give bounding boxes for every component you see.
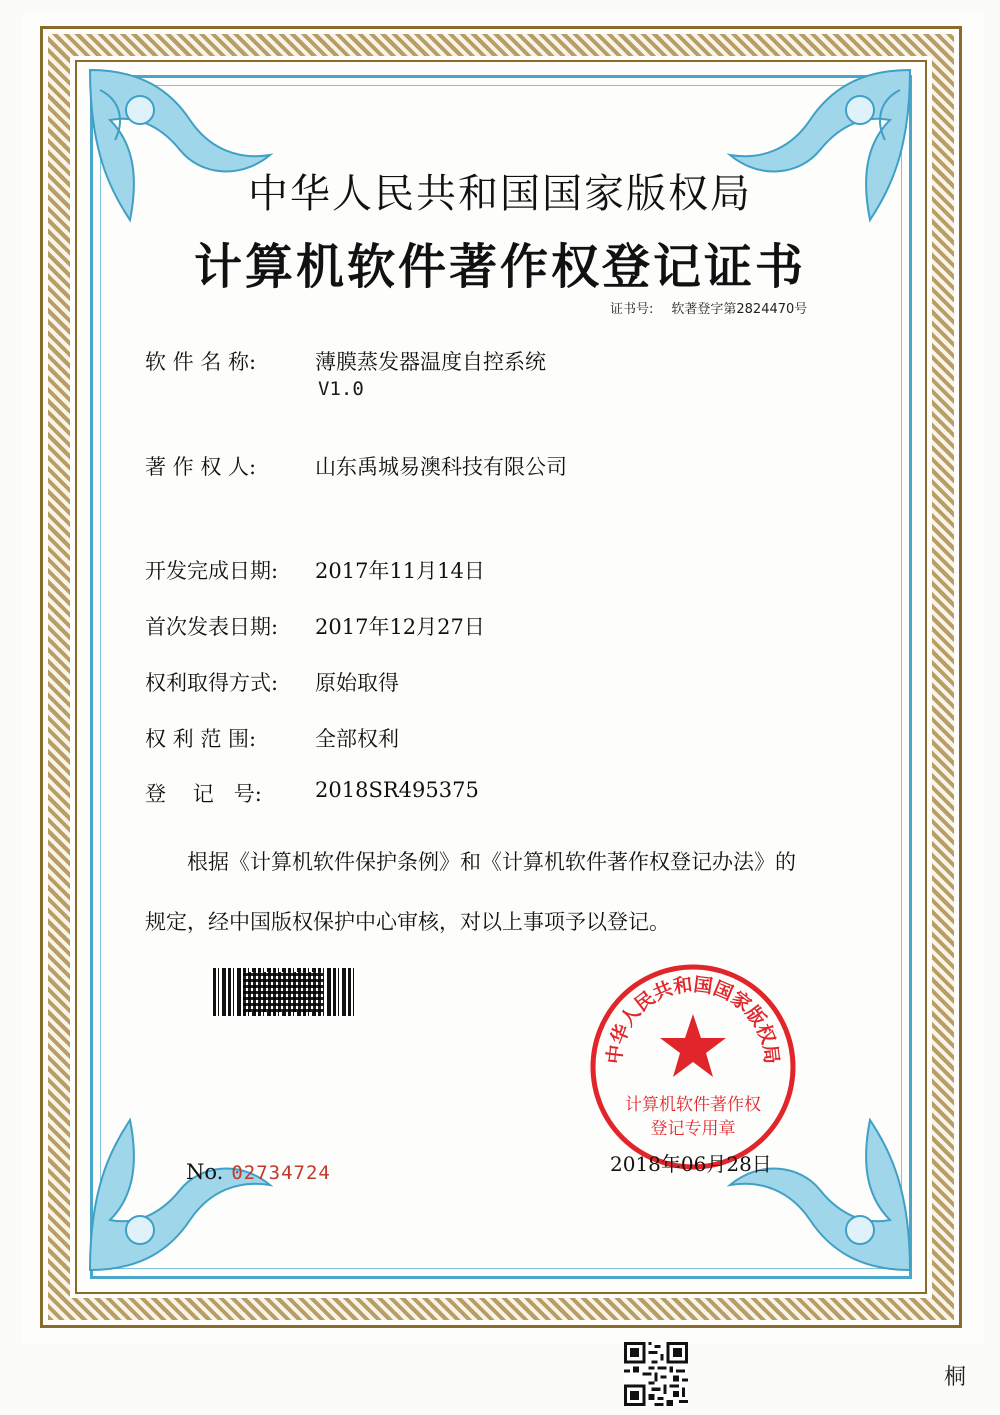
field-dev-date [145, 555, 485, 585]
statement-line-1: 根据《计算机软件保护条例》和《计算机软件著作权登记办法》的 [187, 850, 796, 874]
serial-number [186, 1160, 331, 1184]
seal-inner-line-1: 计算机软件著作权 [625, 1095, 761, 1115]
corner-ornament-bottom-left [80, 1110, 280, 1280]
scope-value: 全部权利 [315, 727, 399, 751]
field-rights-scope [145, 723, 399, 753]
barcode-icon [213, 968, 355, 1016]
cert-number-label: 证书号: [610, 302, 654, 317]
scope-label: 权 利 范 围: [145, 727, 257, 751]
reg-no-label: 登 记 号: [145, 782, 262, 806]
seal-inner-line-2: 登记专用章 [650, 1119, 736, 1139]
field-acquire-method [145, 667, 399, 697]
pub-date-value: 2017年12月27日 [315, 615, 485, 639]
software-name-value: 薄膜蒸发器温度自控系统 [315, 350, 546, 374]
dev-date-value: 2017年11月14日 [315, 559, 485, 583]
official-seal [588, 962, 798, 1172]
issue-date: 2018年06月28日 [610, 1152, 772, 1176]
software-version: V1.0 [318, 378, 364, 400]
cert-number-value: 软著登字第2824470号 [671, 302, 808, 317]
field-pub-date [145, 611, 485, 641]
seal-arc-text: 中华人民共和国国家版权局 [603, 973, 783, 1066]
statement-line-2: 规定，经中国版权保护中心审核，对以上事项予以登记。 [145, 910, 670, 934]
dev-date-label: 开发完成日期: [145, 559, 279, 583]
qr-code-icon [624, 1342, 688, 1406]
certificate-number [610, 298, 807, 317]
issuer-title: 中华人民共和国国家版权局 [248, 171, 752, 217]
field-software-name [145, 346, 546, 376]
acquire-value: 原始取得 [315, 671, 399, 695]
pub-date-label: 首次发表日期: [145, 615, 279, 639]
owner-label: 著 作 权 人: [145, 455, 257, 479]
reg-no-value: 2018SR495375 [315, 778, 479, 802]
owner-value: 山东禹城易澳科技有限公司 [315, 455, 567, 479]
seal-star-icon [660, 1014, 726, 1077]
field-owner [145, 451, 567, 481]
certificate-title: 计算机软件著作权登记证书 [193, 239, 806, 295]
corner-character: 桐 [944, 1365, 967, 1390]
software-name-label: 软 件 名 称: [145, 350, 257, 374]
serial-value: 02734724 [231, 1162, 331, 1184]
serial-label: No. [186, 1160, 224, 1184]
acquire-label: 权利取得方式: [145, 671, 279, 695]
field-registration-number [145, 778, 479, 808]
